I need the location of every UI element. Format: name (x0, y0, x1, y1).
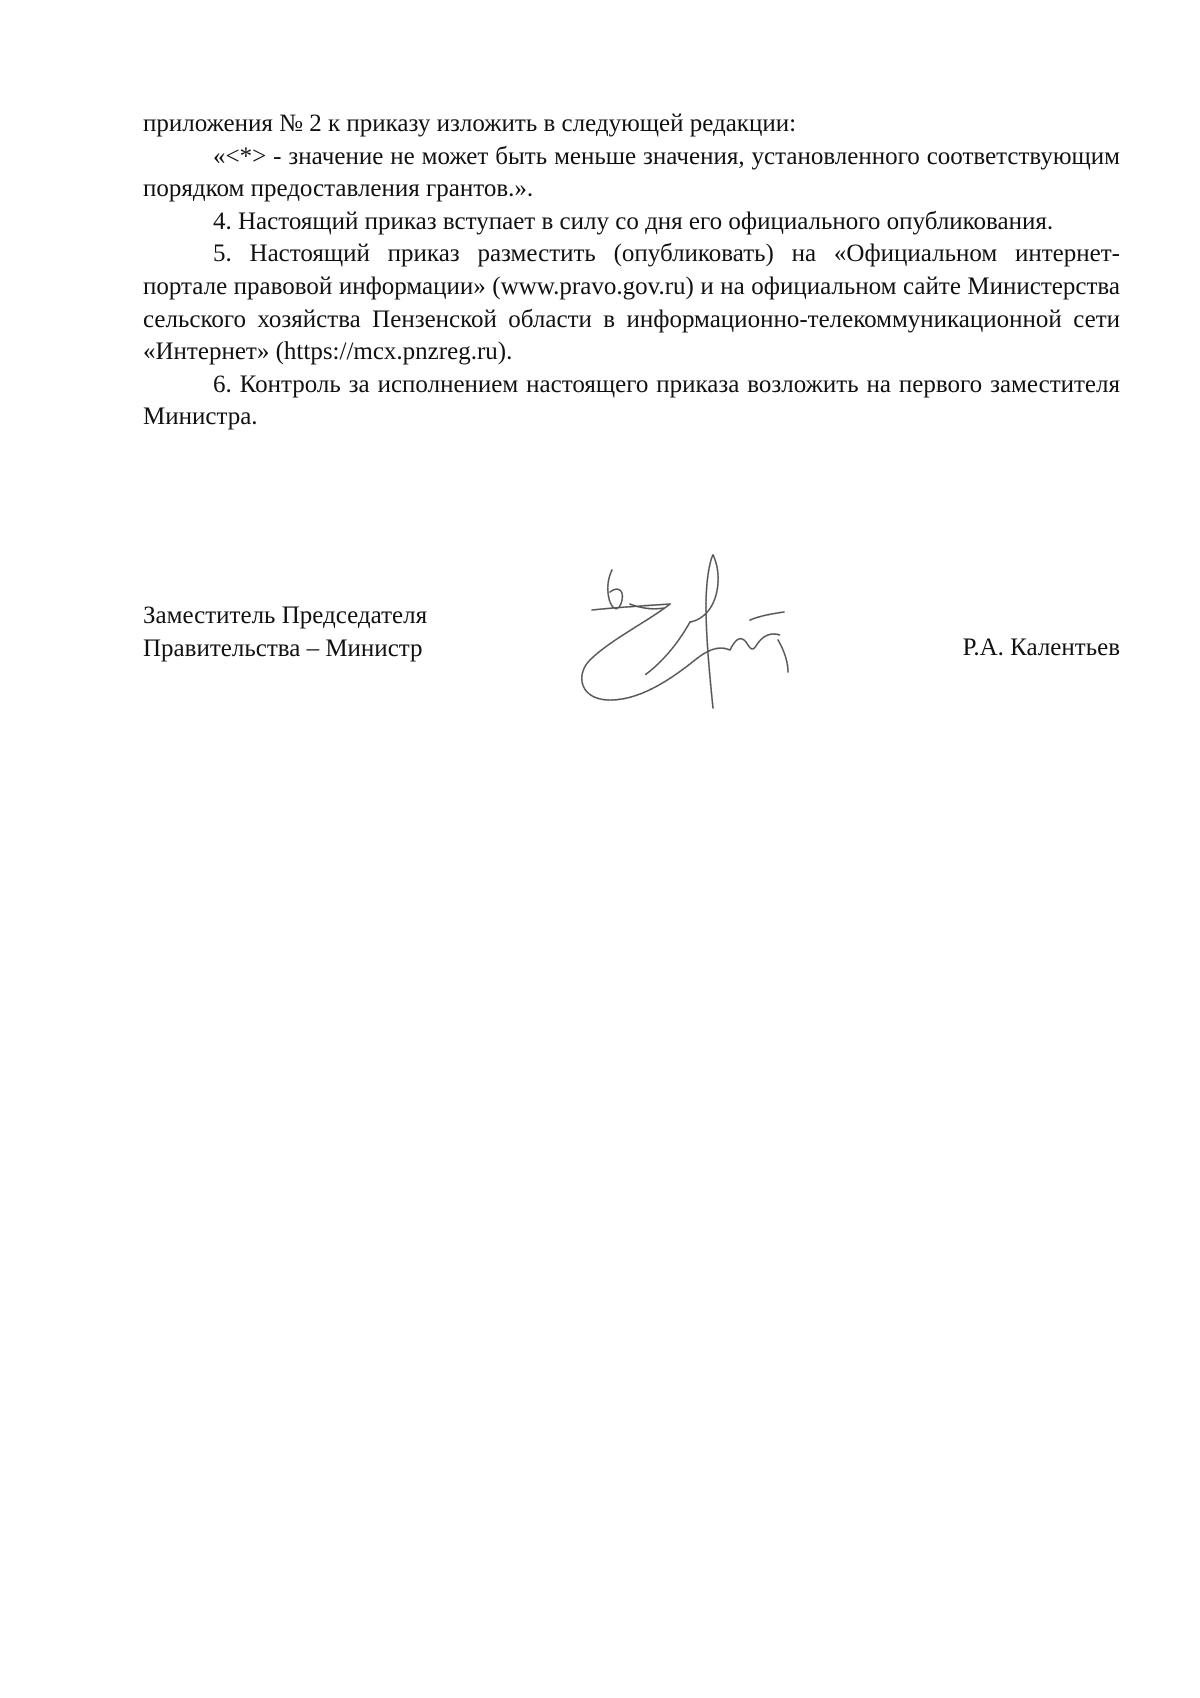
signer-title-line-2: Правительства – Министр (143, 634, 423, 662)
signer-title (143, 600, 427, 665)
signer-title-line-1: Заместитель Председателя (143, 602, 428, 629)
signer-name: Р.А. Калентьев (962, 634, 1120, 661)
paragraph-item-5: 5. Настоящий приказ разместить (опубликовать) на «Официальном интернет-портале правовой информации» (www.pravo.gov.ru) и на официальном сайте Министерства сельского хозяйства Пензенской области в информационно-телекоммуникационной сети «Интернет» (https://mcx.pnzreg.ru). (143, 240, 1120, 366)
paragraph-item-6: 6. Контроль за исполнением настоящего приказа возложить на первого заместителя Министра. (143, 370, 1120, 431)
paragraph-continuation: приложения № 2 к приказу изложить в следующей редакции: (143, 110, 797, 137)
paragraph-item-4: 4. Настоящий приказ вступает в силу со дня его официального опубликования. (213, 207, 1054, 235)
document-body (143, 108, 1120, 434)
handwritten-signature-image (570, 550, 820, 720)
paragraph-footnote-text: «<*> - значение не может быть меньше значения, установленного соответствующим порядком предоставления грантов.». (143, 142, 1120, 203)
